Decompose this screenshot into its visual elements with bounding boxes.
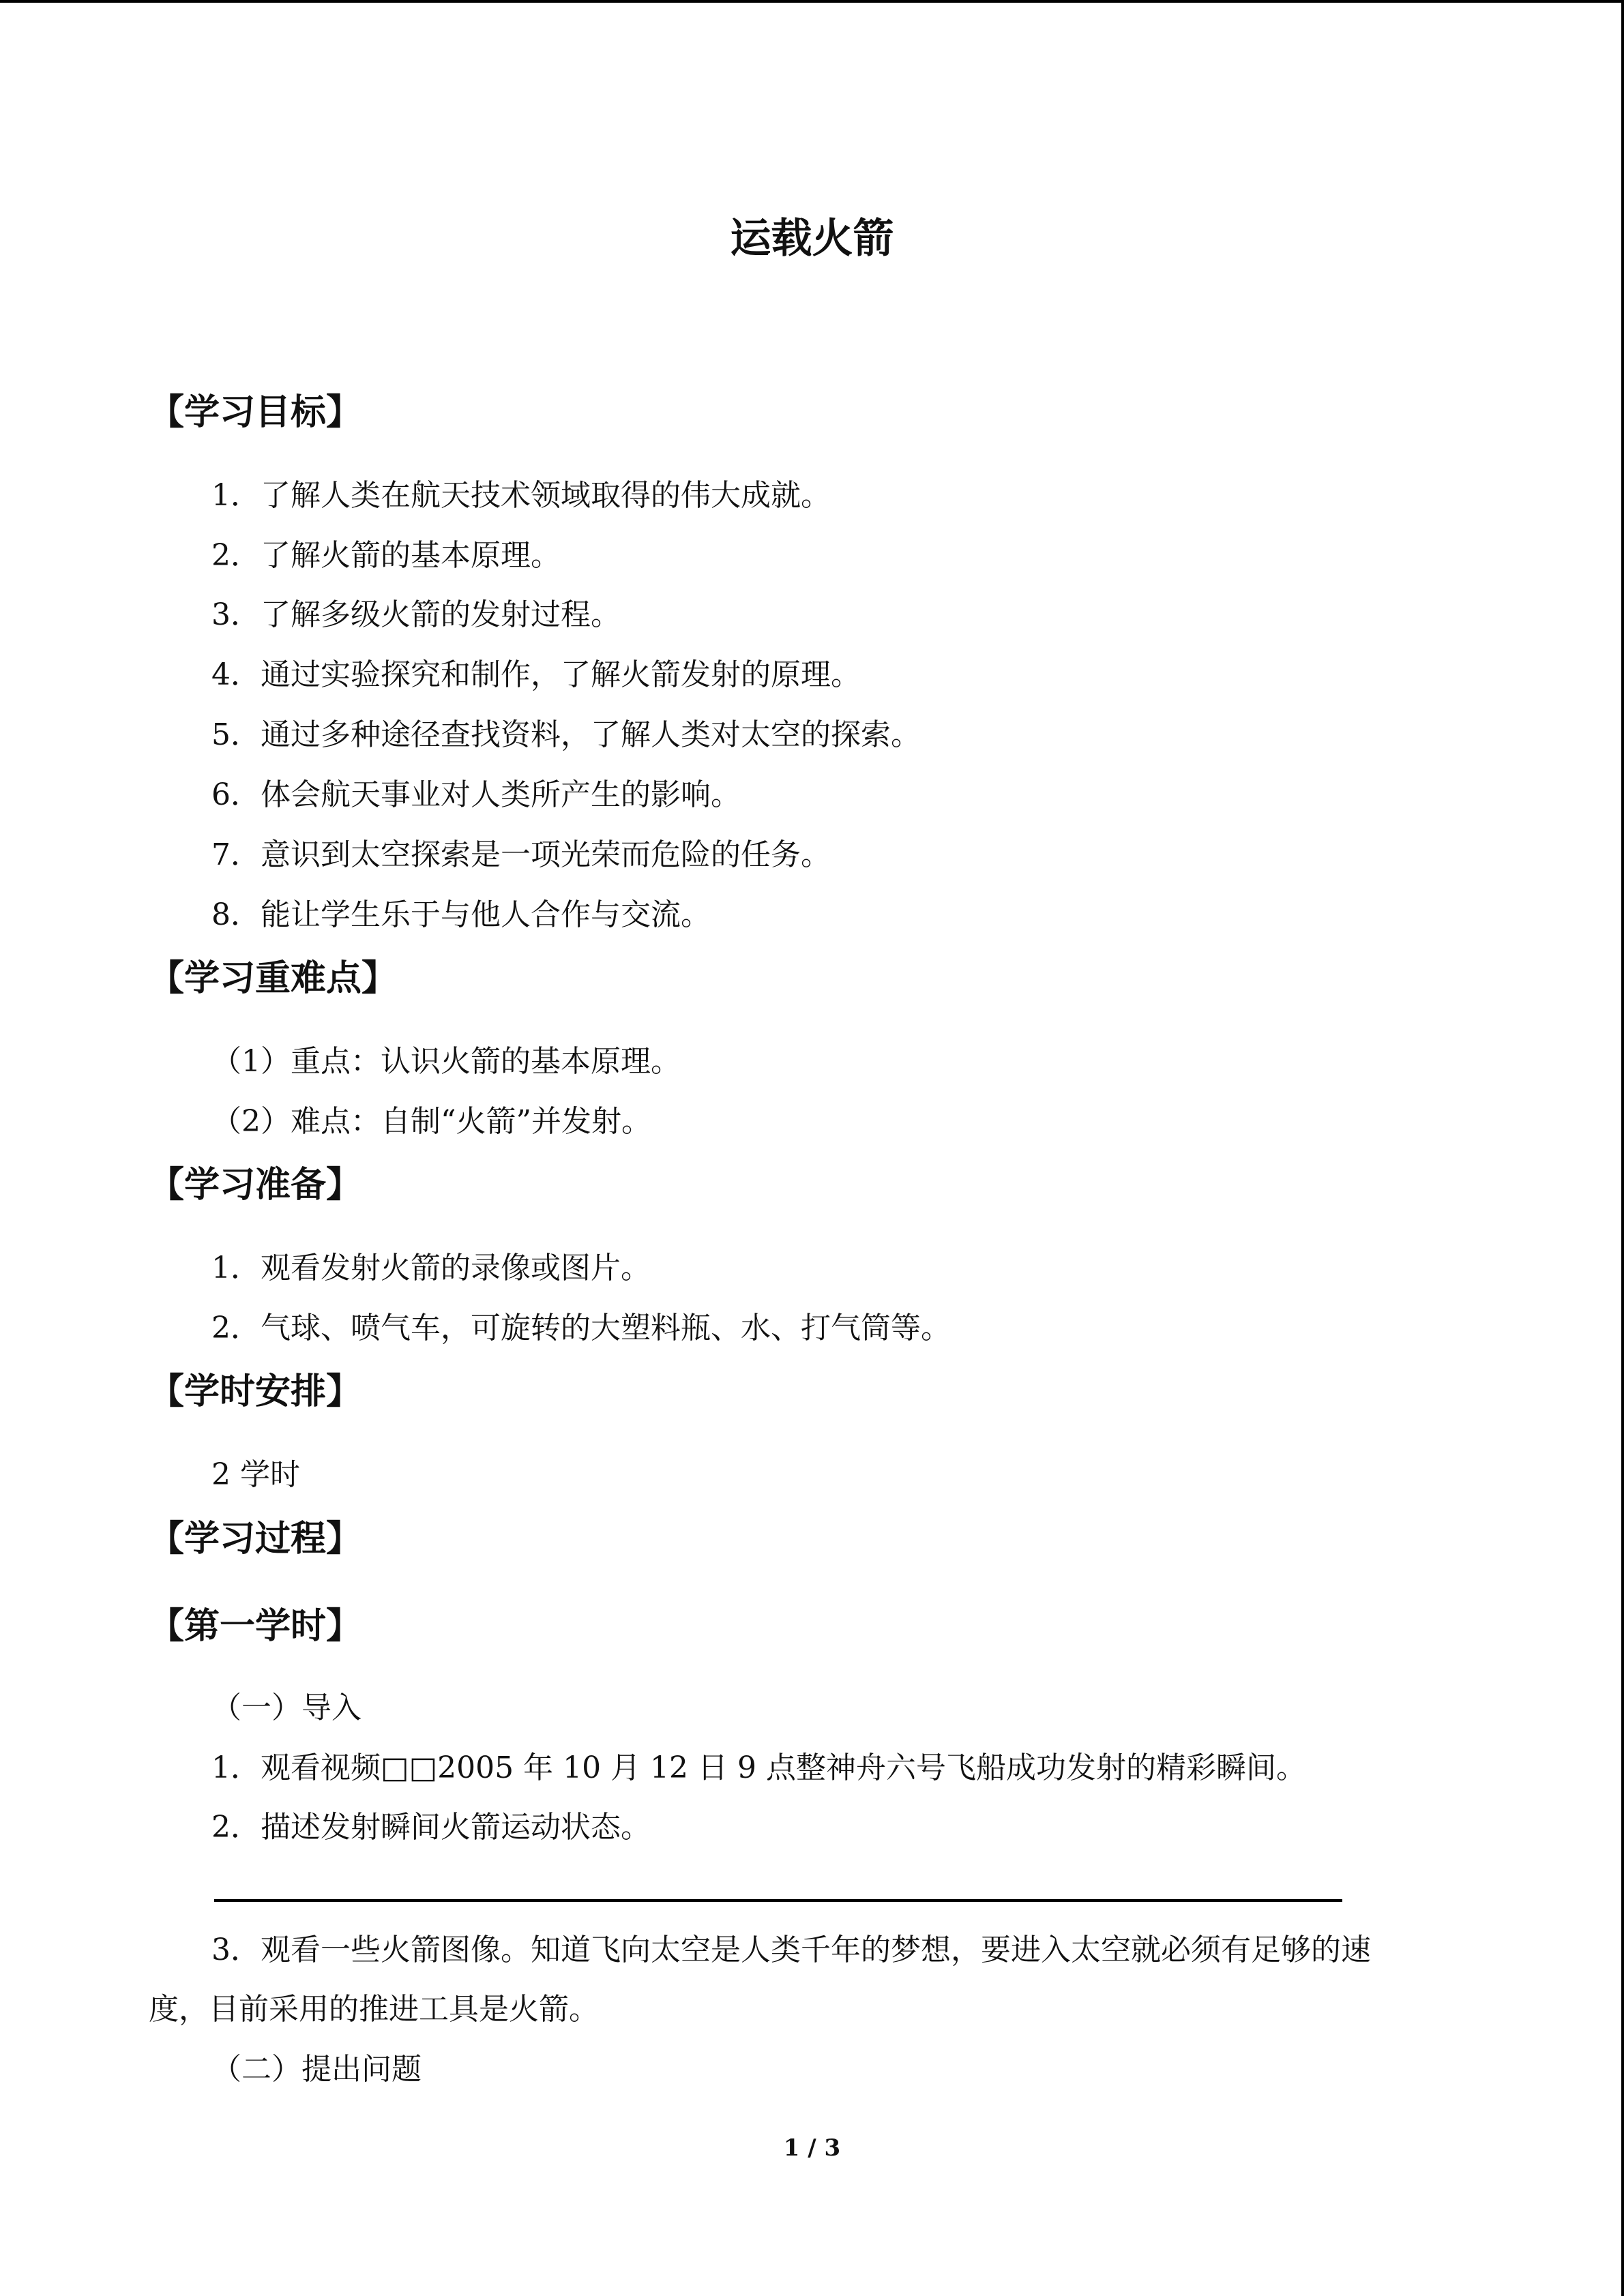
preparation-item: 1．观看发射火箭的录像或图片。 [211, 1251, 651, 1285]
key-points-heading: 【学习重难点】 [149, 958, 398, 999]
goal-item: 3．了解多级火箭的发射过程。 [211, 597, 621, 632]
goal-item: 1．了解人类在航天技术领域取得的伟大成就。 [211, 478, 831, 513]
goal-item: 6．体会航天事业对人类所产生的影响。 [211, 777, 741, 812]
page-right-border [1621, 0, 1624, 2296]
schedule-text: 2 学时 [211, 1457, 300, 1492]
goal-item: 4．通过实验探究和制作，了解火箭发射的原理。 [211, 657, 861, 692]
schedule-heading: 【学时安排】 [149, 1371, 362, 1412]
intro-item-3-line-1: 3．观看一些火箭图像。知道飞向太空是人类千年的梦想，要进入太空就必须有足够的速 [211, 1933, 1371, 1967]
page-title: 运载火箭 [730, 215, 894, 263]
intro-label: （一）导入 [211, 1690, 361, 1725]
process-heading: 【学习过程】 [149, 1519, 362, 1560]
intro-item-3-line-2: 度，目前采用的推进工具是火箭。 [149, 1992, 599, 2027]
goals-heading: 【学习目标】 [149, 392, 362, 433]
page-number: 1 / 3 [783, 2134, 841, 2162]
preparation-heading: 【学习准备】 [149, 1165, 362, 1206]
goal-item: 5．通过多种途径查找资料，了解人类对太空的探索。 [211, 717, 921, 752]
intro-item-2: 2．描述发射瞬间火箭运动状态。 [211, 1810, 651, 1845]
answer-blank-line [214, 1899, 1342, 1902]
question-label: （二）提出问题 [211, 2052, 422, 2087]
goal-item: 2．了解火箭的基本原理。 [211, 538, 561, 573]
key-point-item: （1）重点：认识火箭的基本原理。 [211, 1044, 681, 1079]
first-period-heading: 【第一学时】 [149, 1606, 362, 1647]
goal-item: 7．意识到太空探索是一项光荣而危险的任务。 [211, 837, 831, 872]
key-point-item: （2）难点：自制“火箭”并发射。 [211, 1104, 651, 1139]
goal-item: 8．能让学生乐于与他人合作与交流。 [211, 897, 711, 932]
page-top-border [0, 0, 1624, 3]
intro-item-1: 1．观看视频□□2005 年 10 月 12 日 9 点整神舟六号飞船成功发射的精彩瞬间。 [211, 1750, 1306, 1785]
preparation-item: 2．气球、喷气车，可旋转的大塑料瓶、水、打气筒等。 [211, 1311, 951, 1345]
